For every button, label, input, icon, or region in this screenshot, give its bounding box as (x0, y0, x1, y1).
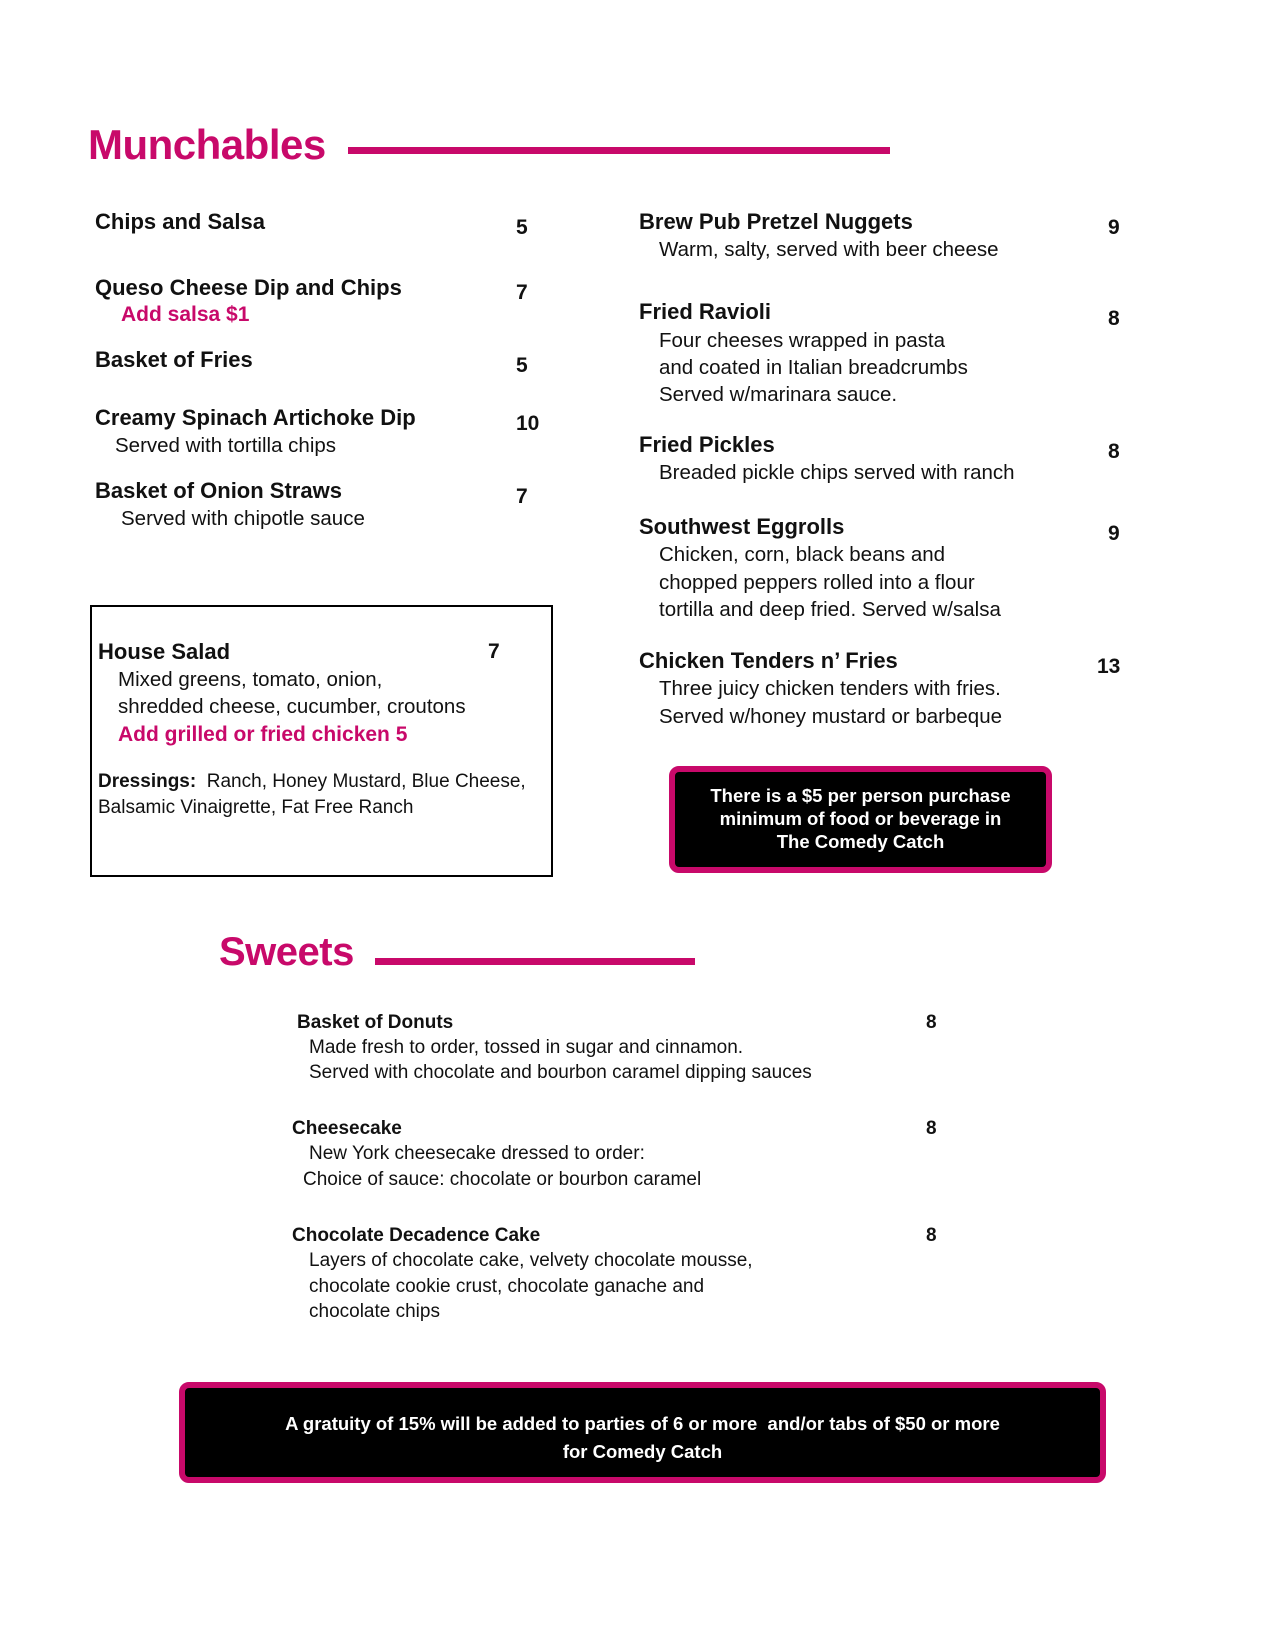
menu-item-description: Warm, salty, served with beer cheese (659, 238, 999, 261)
dressings-list-cont: Balsamic Vinaigrette, Fat Free Ranch (98, 797, 414, 818)
sweet-item-price: 8 (926, 1012, 937, 1033)
menu-item-name: Fried Pickles (639, 432, 775, 457)
dressings-line (98, 769, 526, 795)
menu-item-price: 8 (1108, 440, 1120, 463)
menu-item-description: Chicken, corn, black beans and (659, 543, 946, 566)
menu-item-price: 9 (1108, 216, 1120, 239)
sweet-item-description: Layers of chocolate cake, velvety chocolate mousse, (309, 1250, 753, 1271)
salad-addon: Add grilled or fried chicken 5 (118, 723, 408, 746)
sweet-item-description: chocolate chips (309, 1301, 440, 1322)
menu-item-description: Breaded pickle chips served with ranch (659, 461, 1015, 484)
sweets-divider (375, 958, 695, 965)
menu-item-name: Queso Cheese Dip and Chips (95, 275, 402, 300)
menu-item-name: Fried Ravioli (639, 299, 772, 324)
notice-line: There is a $5 per person purchase (710, 785, 1011, 806)
menu-item-name: Chips and Salsa (95, 209, 265, 234)
sweet-item-name: Basket of Donuts (297, 1012, 454, 1033)
gratuity-notice (179, 1382, 1106, 1483)
menu-item-price: 7 (516, 281, 528, 304)
menu-item-name: Basket of Fries (95, 347, 253, 372)
menu-item-price: 7 (516, 485, 528, 508)
dressings-label: Dressings: (98, 771, 197, 792)
menu-item-description: Three juicy chicken tenders with fries. (659, 677, 1001, 700)
menu-item-description: tortilla and deep fried. Served w/salsa (659, 598, 1001, 621)
sweet-item-name: Chocolate Decadence Cake (292, 1225, 541, 1246)
salad-description: shredded cheese, cucumber, croutons (118, 695, 466, 718)
menu-item-addon: Add salsa $1 (121, 303, 250, 326)
salad-name: House Salad (98, 639, 231, 664)
menu-item-description: Served with tortilla chips (115, 434, 337, 457)
sweets-heading: Sweets (219, 930, 354, 974)
menu-item-price: 5 (516, 216, 528, 239)
menu-item-description: Served with chipotle sauce (121, 507, 365, 530)
sweet-item-description: chocolate cookie crust, chocolate ganache and (309, 1276, 705, 1297)
gratuity-line: for Comedy Catch (562, 1441, 723, 1462)
menu-item-name: Creamy Spinach Artichoke Dip (95, 405, 416, 430)
menu-item-price: 10 (516, 412, 540, 435)
menu-item-name: Southwest Eggrolls (639, 514, 845, 539)
notice-line: The Comedy Catch (776, 831, 945, 852)
salad-price: 7 (488, 640, 500, 663)
menu-item-name: Basket of Onion Straws (95, 478, 342, 503)
menu-item-description: Served w/marinara sauce. (659, 383, 898, 406)
sweet-item-description: New York cheesecake dressed to order: (309, 1143, 645, 1164)
salad-description: Mixed greens, tomato, onion, (118, 668, 383, 691)
notice-line: minimum of food or beverage in (719, 808, 1002, 829)
munchables-divider (348, 147, 890, 154)
munchables-heading: Munchables (88, 121, 326, 168)
sweet-item-description: Choice of sauce: chocolate or bourbon caramel (303, 1169, 702, 1190)
sweet-item-description: Served with chocolate and bourbon caramel dipping sauces (309, 1062, 812, 1083)
menu-item-description: Served w/honey mustard or barbeque (659, 705, 1003, 728)
menu-item-name: Chicken Tenders n’ Fries (639, 648, 898, 673)
dressings-list: Ranch, Honey Mustard, Blue Cheese, (206, 771, 526, 792)
minimum-purchase-notice (669, 766, 1052, 873)
menu-item-description: and coated in Italian breadcrumbs (659, 356, 968, 379)
sweet-item-price: 8 (926, 1118, 937, 1139)
sweet-item-price: 8 (926, 1225, 937, 1246)
gratuity-line: A gratuity of 15% will be added to parties of 6 or more and/or tabs of $50 or more (285, 1413, 1000, 1434)
menu-item-description: Four cheeses wrapped in pasta (659, 329, 946, 352)
menu-item-name: Brew Pub Pretzel Nuggets (639, 209, 913, 234)
menu-item-price: 8 (1108, 307, 1120, 330)
menu-item-description: chopped peppers rolled into a flour (659, 571, 975, 594)
sweet-item-description: Made fresh to order, tossed in sugar and cinnamon. (309, 1037, 744, 1058)
menu-item-price: 9 (1108, 522, 1120, 545)
menu-item-price: 13 (1097, 655, 1121, 678)
sweet-item-name: Cheesecake (292, 1118, 402, 1139)
menu-item-price: 5 (516, 354, 528, 377)
